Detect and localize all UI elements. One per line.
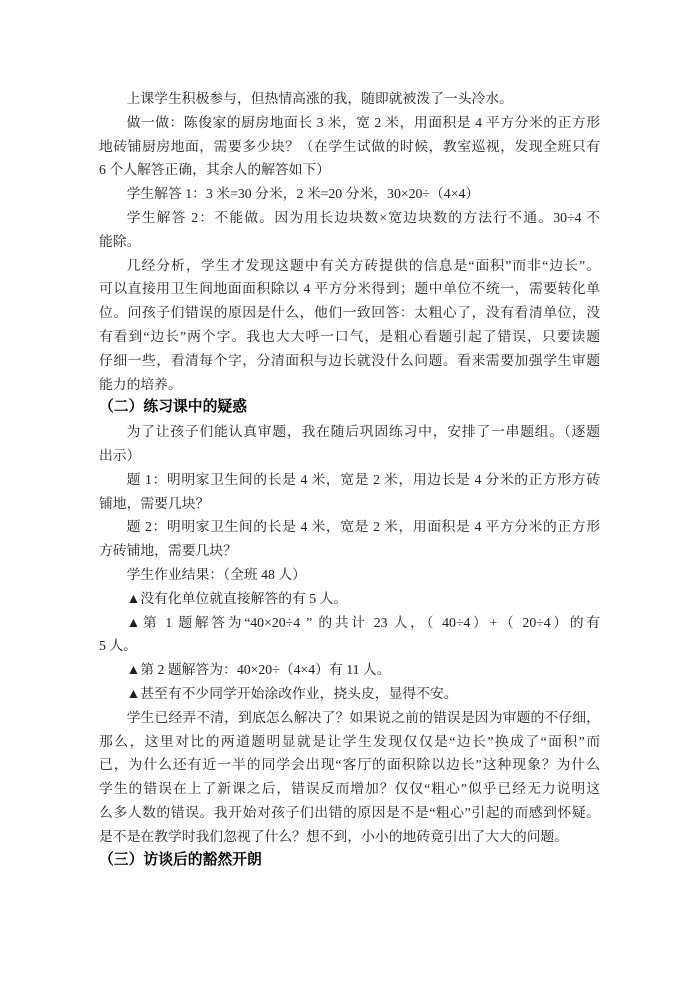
text-line: 位。问孩子们错误的原因是什么，他们一致回答：太粗心了，没有看清单位，没 <box>99 305 600 321</box>
text-line: 能除。 <box>99 233 141 249</box>
text-line: 出示） <box>99 447 141 463</box>
text-line: ▲甚至有不少同学开始涂改作业，挠头皮，显得不安。 <box>126 685 458 701</box>
text-line: 已，为什么还有近一半的同学会出现“客厅的面积除以边长”这种现象？为什么 <box>99 757 600 773</box>
text-line: 5 人。 <box>99 638 137 654</box>
text-line: 为了让孩子们能认真审题，我在随后巩固练习中，安排了一串题组。（逐题 <box>126 424 600 440</box>
text-line: ▲第 2 题解答为：40×20÷（4×4）有 11 人。 <box>126 662 391 678</box>
text-line: 能力的培养。 <box>99 376 182 392</box>
text-line: 是不是在教学时我们忽视了什么？想不到，小小的地砖竟引出了大大的问题。 <box>99 828 569 844</box>
text-line: 铺地，需要几块？ <box>99 495 210 511</box>
text-line: 上课学生积极参与，但热情高涨的我，随即就被泼了一头冷水。 <box>126 91 513 106</box>
text-line: 做一做：陈俊家的厨房地面长 3 米，宽 2 米，用面积是 4 平方分米的正方形 <box>126 114 600 130</box>
section-heading: （二）练习课中的疑惑 <box>99 399 247 416</box>
text-line: 学生的错误在上了新课之后，错误反而增加？仅仅“粗心”似乎已经无力说明这 <box>99 781 600 797</box>
text-line: 题 2：明明家卫生间的长是 4 米，宽是 2 米，用面积是 4 平方分米的正方形 <box>126 519 600 535</box>
text-line: 学生作业结果：（全班 48 人） <box>126 566 306 582</box>
text-line: 有看到“边长”两个字。我也大大呼一口气，是粗心看题引起了错误，只要读题 <box>99 328 600 344</box>
text-line: 题 1：明明家卫生间的长是 4 米，宽是 2 米，用边长是 4 分米的正方形方砖 <box>126 471 600 487</box>
text-line: 么多人数的错误。我开始对孩子们出错的原因是不是“粗心”引起的而感到怀疑。 <box>99 804 600 820</box>
text-line: 方砖铺地，需要几块？ <box>99 543 237 559</box>
text-line: 6 个人解答正确，其余人的解答如下） <box>99 162 331 178</box>
text-line: 学生解答 2：不能做。因为用长边块数×宽边块数的方法行不通。30÷4 不 <box>126 209 600 225</box>
text-line: ▲第 1 题解答为“40×20÷4 ” 的共计 23 人，（ 40÷4）+（ 20÷4）的有 <box>126 614 600 630</box>
text-line: 可以直接用卫生间地面面积除以 4 平方分米得到；题中单位不统一，需要转化单 <box>99 281 600 297</box>
text-line: 仔细一些，看清每个字，分清面积与边长就没什么问题。看来需要加强学生审题 <box>99 352 600 368</box>
text-line: 地砖铺厨房地面，需要多少块？（在学生试做的时候，教室巡视，发现全班只有 <box>99 138 600 154</box>
text-line: 学生解答 1：3 米=30 分米，2 米=20 分米，30×20÷（4×4） <box>126 186 480 202</box>
text-line: 学生已经弄不清，到底怎么解决了？如果说之前的错误是因为审题的不仔细， <box>126 709 600 725</box>
section-heading: （三）访谈后的豁然开朗 <box>99 851 262 868</box>
document-content <box>99 87 600 872</box>
text-line: 那么，这里对比的两道题明显就是让学生发现仅仅是“边长”换成了“面积”而 <box>99 733 600 749</box>
text-line: ▲没有化单位就直接解答的有 5 人。 <box>126 590 348 606</box>
text-line: 几经分析，学生才发现这题中有关方砖提供的信息是“面积”而非“边长”。 <box>126 257 600 273</box>
